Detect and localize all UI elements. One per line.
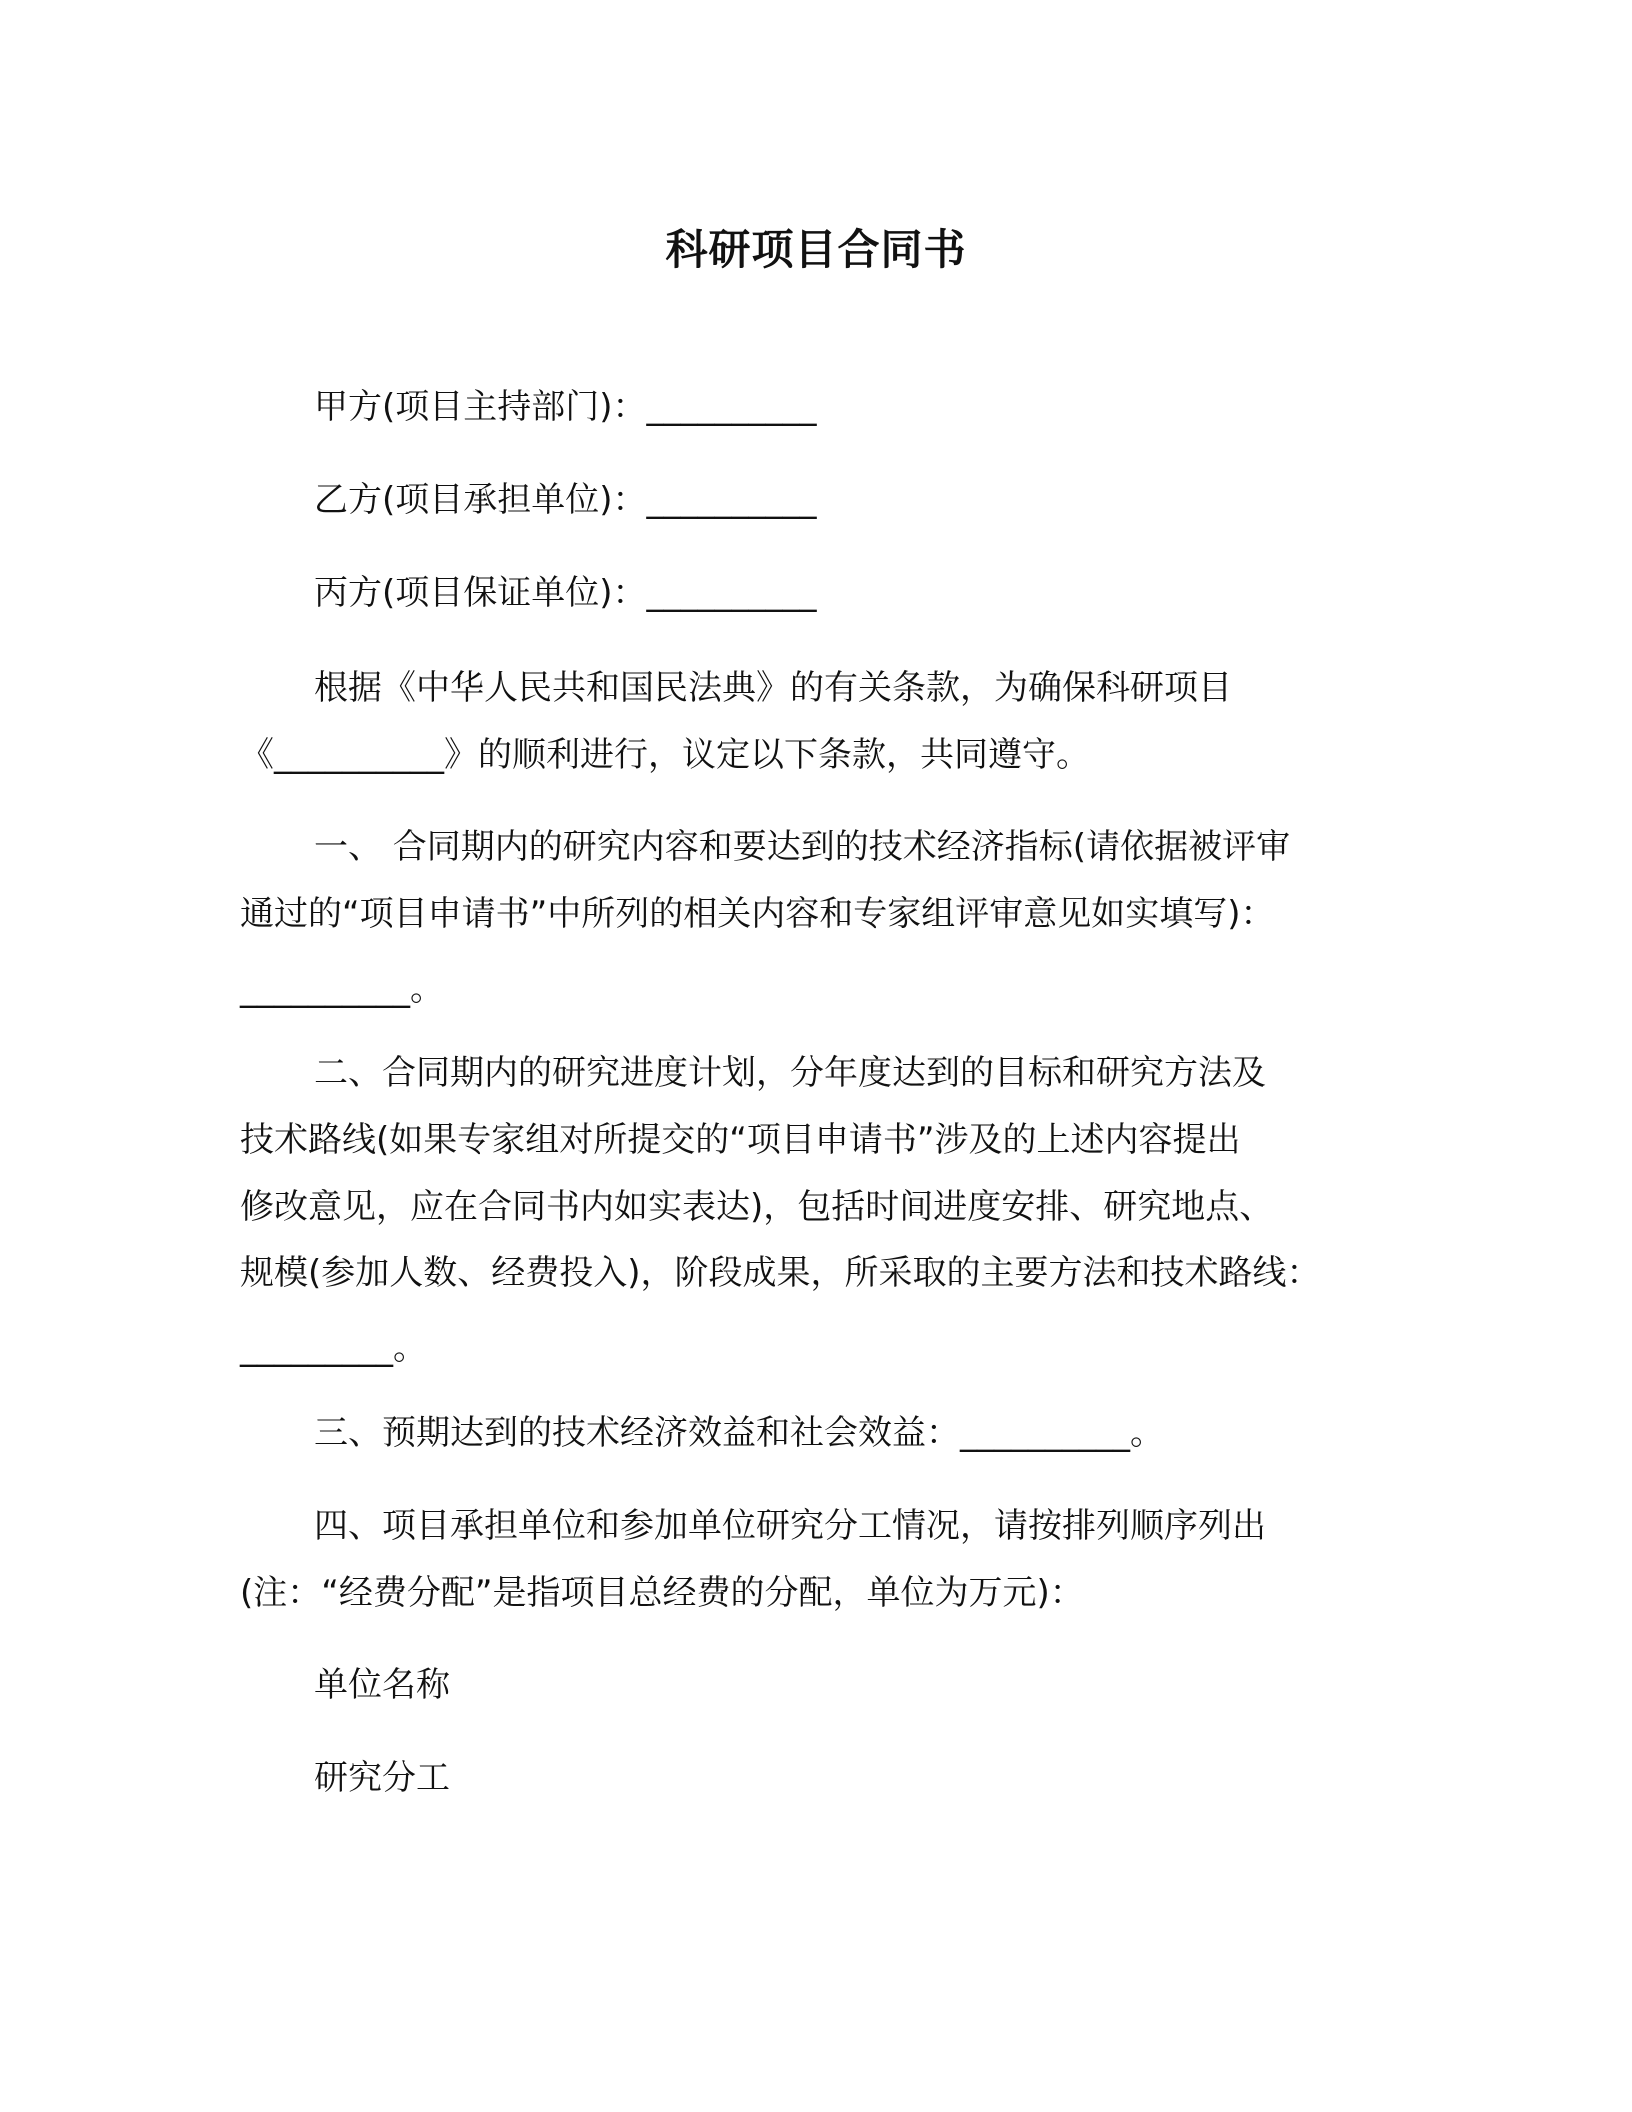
section-2-line-1: 二、合同期内的研究进度计划，分年度达到的目标和研究方法及 <box>314 1053 1266 1093</box>
intro-line-1: 根据《中华人民共和国民法典》的有关条款，为确保科研项目 <box>314 668 1232 708</box>
unit-name-label: 单位名称 <box>314 1665 450 1705</box>
document-title: 科研项目合同书 <box>665 225 967 274</box>
section-2-line-2: 技术路线(如果专家组对所提交的“项目申请书”涉及的上述内容提出 <box>240 1120 1241 1160</box>
party-a-line: 甲方(项目主持部门)：__________ <box>314 387 817 427</box>
section-2-line-4: 规模(参加人数、经费投入)，阶段成果，所采取的主要方法和技术路线： <box>240 1253 1321 1293</box>
section-1-line-3: __________。 <box>240 969 444 1009</box>
section-1-line-2: 通过的“项目申请书”中所列的相关内容和专家组评审意见如实填写)： <box>240 894 1275 934</box>
section-1-line-1: 一、 合同期内的研究内容和要达到的技术经济指标(请依据被评审 <box>314 827 1291 867</box>
section-4-line-1: 四、项目承担单位和参加单位研究分工情况，请按排列顺序列出 <box>314 1506 1266 1546</box>
section-2-line-5: _________。 <box>240 1328 427 1368</box>
party-b-line: 乙方(项目承担单位)：__________ <box>314 480 817 520</box>
research-division-label: 研究分工 <box>314 1758 450 1798</box>
intro-line-2: 《__________》的顺利进行，议定以下条款，共同遵守。 <box>240 735 1090 775</box>
party-c-line: 丙方(项目保证单位)：__________ <box>314 573 817 613</box>
section-4-line-2: (注：“经费分配”是指项目总经费的分配，单位为万元)： <box>240 1573 1084 1613</box>
section-2-line-3: 修改意见，应在合同书内如实表达)，包括时间进度安排、研究地点、 <box>240 1187 1274 1227</box>
section-3-line-1: 三、预期达到的技术经济效益和社会效益：__________。 <box>314 1413 1164 1453</box>
